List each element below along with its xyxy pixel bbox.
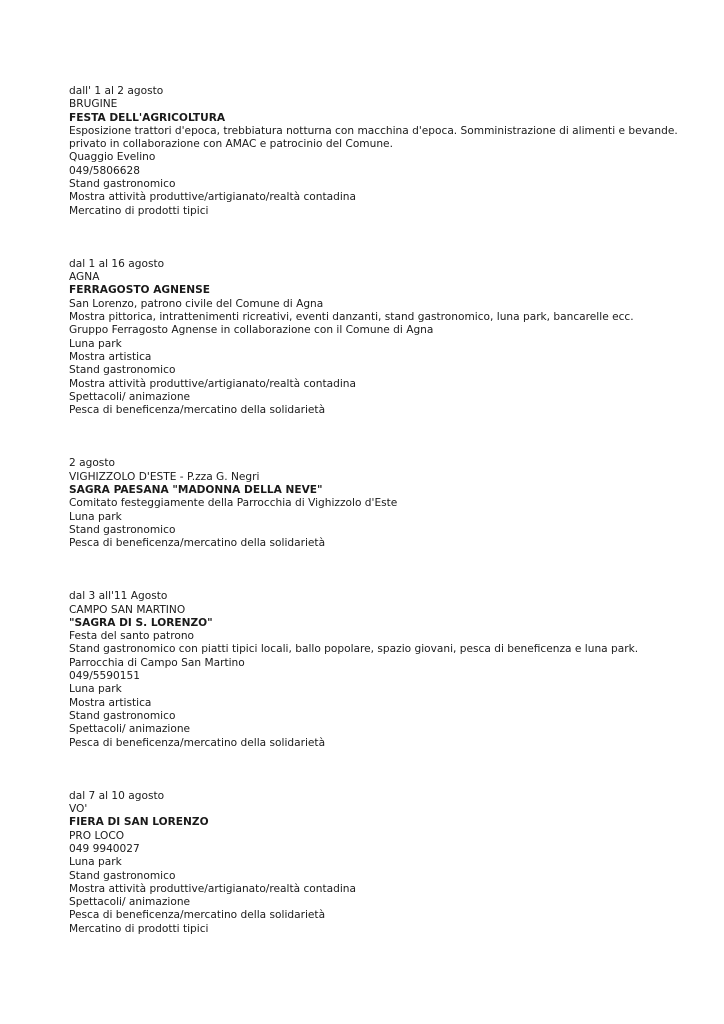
event-feature: Mostra artistica (69, 696, 152, 709)
event-feature: Mostra attività produttive/artigianato/realtà contadina (69, 377, 356, 390)
event-date: dal 3 all'11 Agosto (69, 590, 168, 603)
event-detail: Mostra pittorica, intrattenimenti ricreativi, eventi danzanti, stand gastronomico, luna park, bancarelle ecc. (69, 311, 634, 324)
event-date: dal 1 al 16 agosto (69, 257, 165, 270)
event-feature: Pesca di beneficenza/mercatino della solidarietà (69, 909, 326, 922)
event-detail: Stand gastronomico con piatti tipici locali, ballo popolare, spazio giovani, pesca di beneficenza e luna park. (69, 643, 639, 656)
event-feature: Stand gastronomico (69, 709, 176, 722)
event-title: "SAGRA DI S. LORENZO" (69, 616, 213, 629)
event-organizer: Parrocchia di Campo San Martino (69, 656, 245, 669)
event-title: FIERA DI SAN LORENZO (69, 816, 209, 829)
event-location: VO' (69, 803, 88, 816)
event-feature: Luna park (69, 337, 122, 350)
event-organizer: PRO LOCO (69, 829, 125, 842)
event-location: AGNA (69, 271, 100, 284)
event-detail: privato in collaborazione con AMAC e patrocinio del Comune. (69, 138, 393, 151)
event-entry (69, 258, 709, 418)
event-organizer: Gruppo Ferragosto Agnense in collaborazione con il Comune di Agna (69, 324, 434, 337)
event-date: 2 agosto (69, 457, 115, 470)
document-page (69, 85, 709, 936)
event-date: dal 7 al 10 agosto (69, 789, 165, 802)
event-entry (69, 790, 709, 936)
event-feature: Mostra attività produttive/artigianato/realtà contadina (69, 191, 356, 204)
event-feature: Spettacoli/ animazione (69, 390, 191, 403)
event-feature: Luna park (69, 856, 122, 869)
event-feature: Stand gastronomico (69, 364, 176, 377)
event-entry (69, 590, 709, 750)
event-contact: Quaggio Evelino (69, 151, 156, 164)
event-location: CAMPO SAN MARTINO (69, 603, 186, 616)
event-feature: Mostra attività produttive/artigianato/realtà contadina (69, 882, 356, 895)
event-phone: 049/5590151 (69, 670, 140, 683)
event-phone: 049/5806628 (69, 164, 140, 177)
event-feature: Spettacoli/ animazione (69, 896, 191, 909)
event-location: BRUGINE (69, 98, 118, 111)
event-entry (69, 85, 709, 218)
event-feature: Pesca di beneficenza/mercatino della solidarietà (69, 736, 326, 749)
event-feature: Mercatino di prodotti tipici (69, 922, 209, 935)
event-entry (69, 457, 709, 550)
event-location: VIGHIZZOLO D'ESTE - P.zza G. Negri (69, 470, 260, 483)
event-feature: Pesca di beneficenza/mercatino della solidarietà (69, 404, 326, 417)
event-feature: Pesca di beneficenza/mercatino della solidarietà (69, 537, 326, 550)
event-title: SAGRA PAESANA "MADONNA DELLA NEVE" (69, 483, 323, 496)
event-organizer: Comitato festeggiamente della Parrocchia di Vighizzolo d'Este (69, 497, 398, 510)
event-title: FESTA DELL'AGRICOLTURA (69, 111, 226, 124)
event-feature: Stand gastronomico (69, 869, 176, 882)
event-feature: Stand gastronomico (69, 178, 176, 191)
event-feature: Luna park (69, 510, 122, 523)
event-detail: San Lorenzo, patrono civile del Comune di Agna (69, 297, 324, 310)
event-feature: Stand gastronomico (69, 523, 176, 536)
event-detail: Esposizione trattori d'epoca, trebbiatura notturna con macchina d'epoca. Somministrazione di alimenti e bevande. (69, 124, 678, 137)
event-detail: Festa del santo patrono (69, 630, 195, 643)
event-date: dall' 1 al 2 agosto (69, 85, 164, 97)
event-feature: Mostra artistica (69, 350, 152, 363)
event-feature: Spettacoli/ animazione (69, 723, 191, 736)
event-phone: 049 9940027 (69, 842, 140, 855)
event-title: FERRAGOSTO AGNENSE (69, 284, 210, 297)
event-feature: Mercatino di prodotti tipici (69, 204, 209, 217)
event-feature: Luna park (69, 683, 122, 696)
